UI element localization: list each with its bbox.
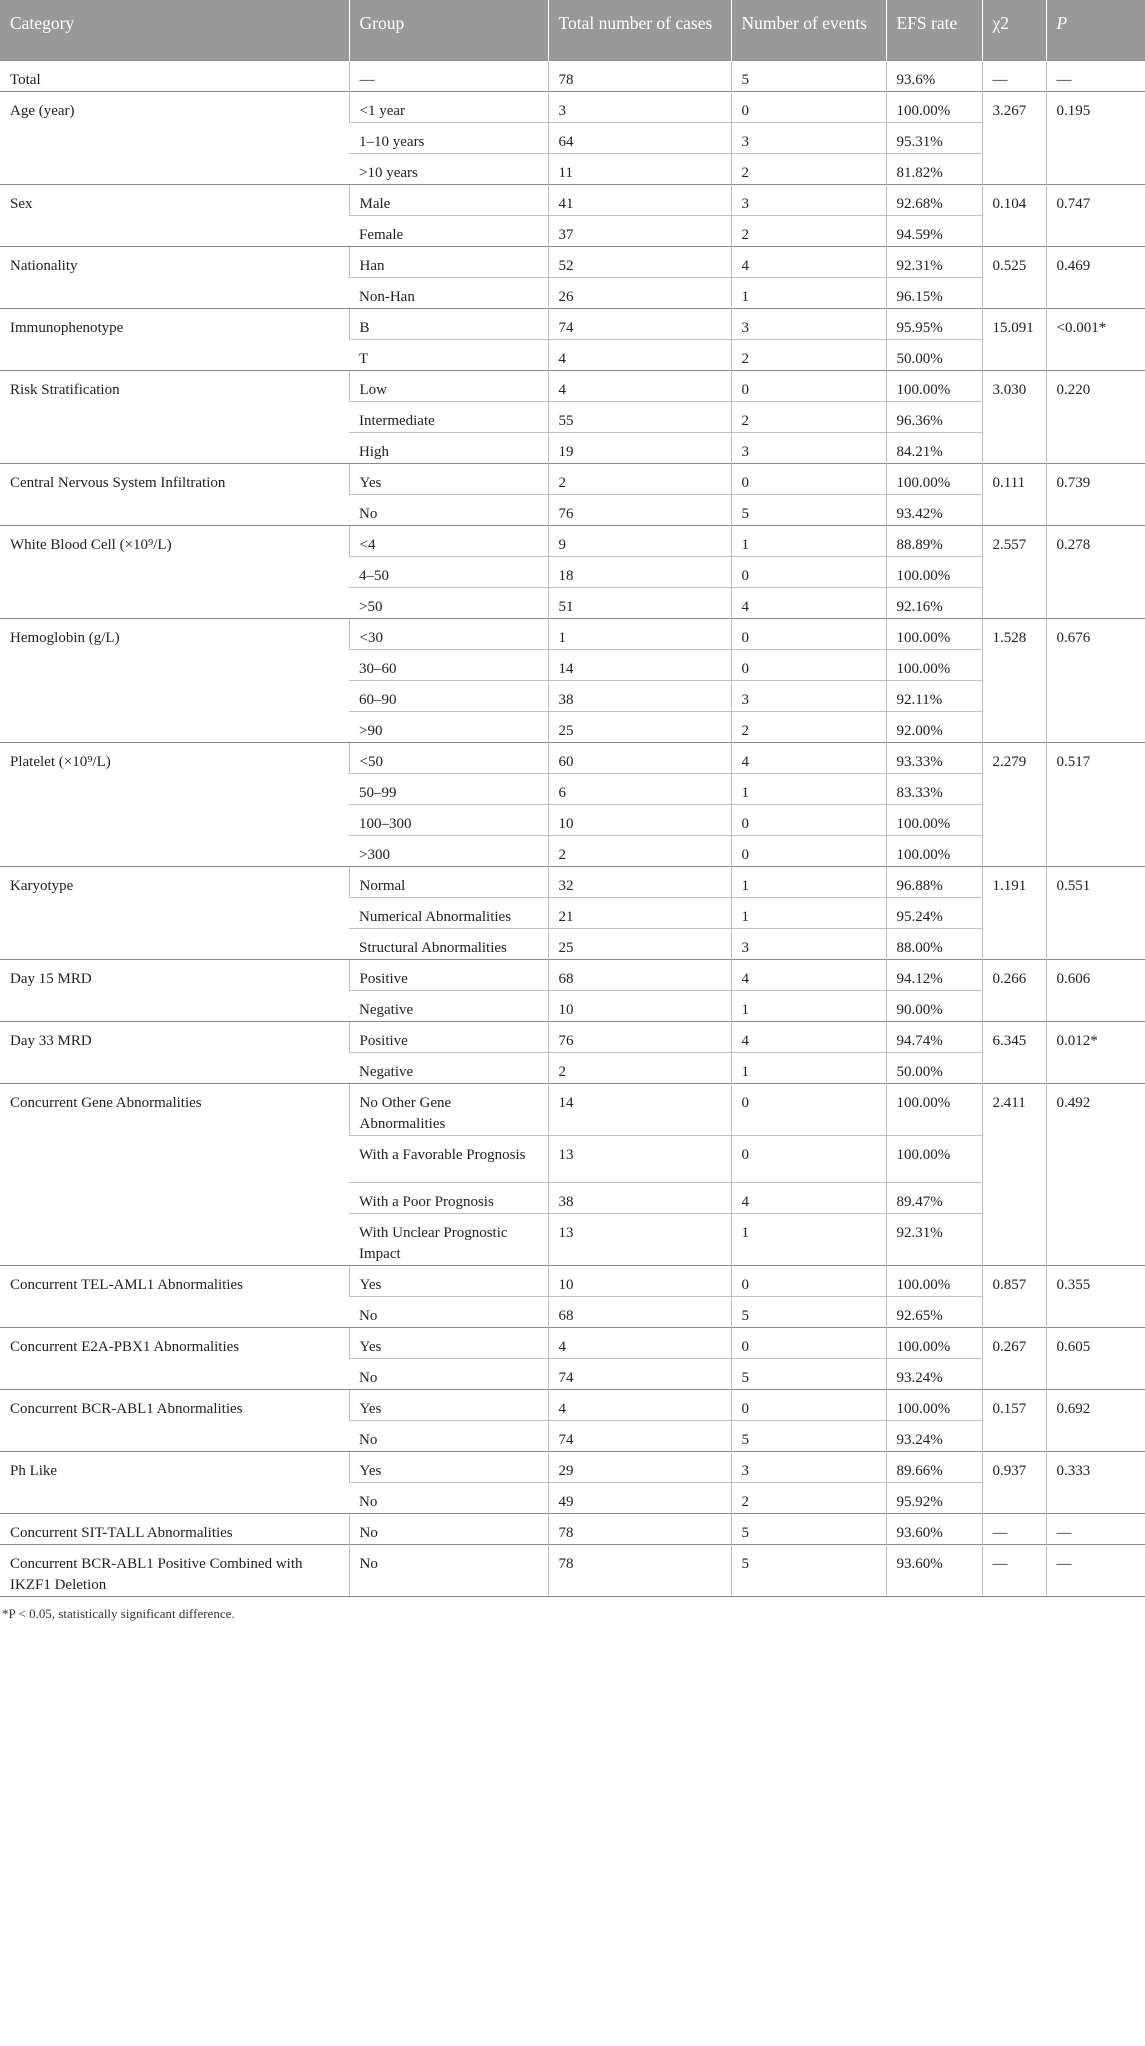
header-category: Category — [0, 0, 349, 60]
efs-rate-cell: 95.92% — [886, 1482, 982, 1513]
category-cell: Concurrent BCR-ABL1 Positive Combined with IKZF1 Deletion — [0, 1544, 349, 1596]
group-cell: With a Poor Prognosis — [349, 1182, 548, 1213]
efs-rate-cell: 92.00% — [886, 711, 982, 742]
efs-rate-cell: 88.89% — [886, 525, 982, 556]
efs-rate-cell: 94.12% — [886, 959, 982, 990]
events-cell: 1 — [731, 277, 886, 308]
group-cell: Yes — [349, 1389, 548, 1420]
table-row — [0, 463, 1145, 494]
efs-rate-cell: 96.15% — [886, 277, 982, 308]
group-cell: 4–50 — [349, 556, 548, 587]
p-value-cell: 0.333 — [1046, 1451, 1145, 1513]
efs-rate-cell: 93.33% — [886, 742, 982, 773]
table-body — [0, 60, 1145, 1596]
table-row — [0, 1021, 1145, 1052]
total-cases-cell: 76 — [548, 1021, 731, 1052]
table-row — [0, 308, 1145, 339]
efs-rate-cell: 100.00% — [886, 556, 982, 587]
table-row — [0, 1451, 1145, 1482]
category-cell: Immunophenotype — [0, 308, 349, 370]
efs-rate-cell: 100.00% — [886, 463, 982, 494]
p-value-cell: 0.692 — [1046, 1389, 1145, 1451]
table-row — [0, 1327, 1145, 1358]
total-cases-cell: 18 — [548, 556, 731, 587]
events-cell: 2 — [731, 401, 886, 432]
total-cases-cell: 41 — [548, 184, 731, 215]
events-cell: 2 — [731, 339, 886, 370]
p-value-cell: <0.001* — [1046, 308, 1145, 370]
header-total-cases: Total number of cases — [548, 0, 731, 60]
table-row — [0, 959, 1145, 990]
header-efs-rate: EFS rate — [886, 0, 982, 60]
efs-rate-cell: 93.60% — [886, 1513, 982, 1544]
events-cell: 1 — [731, 525, 886, 556]
category-cell: Concurrent SIT-TALL Abnormalities — [0, 1513, 349, 1544]
group-cell: With Unclear Prognostic Impact — [349, 1213, 548, 1265]
category-cell: White Blood Cell (×10⁹/L) — [0, 525, 349, 618]
category-cell: Central Nervous System Infiltration — [0, 463, 349, 525]
category-cell: Sex — [0, 184, 349, 246]
table-row — [0, 246, 1145, 277]
events-cell: 3 — [731, 1451, 886, 1482]
efs-rate-cell: 95.24% — [886, 897, 982, 928]
group-cell: Yes — [349, 463, 548, 494]
efs-rate-cell: 84.21% — [886, 432, 982, 463]
efs-rate-cell: 100.00% — [886, 804, 982, 835]
total-cases-cell: 32 — [548, 866, 731, 897]
group-cell: Positive — [349, 1021, 548, 1052]
total-cases-cell: 78 — [548, 60, 731, 91]
group-cell: No — [349, 1513, 548, 1544]
category-cell: Concurrent Gene Abnormalities — [0, 1083, 349, 1265]
chi2-cell: 0.525 — [982, 246, 1046, 308]
efs-rate-cell: 100.00% — [886, 1083, 982, 1135]
table-row — [0, 1083, 1145, 1135]
total-cases-cell: 1 — [548, 618, 731, 649]
category-cell: Concurrent E2A-PBX1 Abnormalities — [0, 1327, 349, 1389]
chi2-cell: 0.937 — [982, 1451, 1046, 1513]
efs-rate-cell: 100.00% — [886, 649, 982, 680]
total-cases-cell: 10 — [548, 990, 731, 1021]
group-cell: Structural Abnormalities — [349, 928, 548, 959]
efs-rate-cell: 92.68% — [886, 184, 982, 215]
category-cell: Concurrent BCR-ABL1 Abnormalities — [0, 1389, 349, 1451]
events-cell: 0 — [731, 1327, 886, 1358]
group-cell: Intermediate — [349, 401, 548, 432]
total-cases-cell: 19 — [548, 432, 731, 463]
total-cases-cell: 14 — [548, 649, 731, 680]
total-cases-cell: 64 — [548, 122, 731, 153]
efs-rate-cell: 81.82% — [886, 153, 982, 184]
p-value-cell: 0.220 — [1046, 370, 1145, 463]
group-cell: — — [349, 60, 548, 91]
chi2-cell: — — [982, 1544, 1046, 1596]
chi2-cell: — — [982, 1513, 1046, 1544]
total-cases-cell: 78 — [548, 1544, 731, 1596]
table-row — [0, 525, 1145, 556]
group-cell: 30–60 — [349, 649, 548, 680]
efs-rate-cell: 93.60% — [886, 1544, 982, 1596]
total-cases-cell: 38 — [548, 1182, 731, 1213]
p-value-cell: 0.517 — [1046, 742, 1145, 866]
events-cell: 1 — [731, 1052, 886, 1083]
events-cell: 4 — [731, 587, 886, 618]
header-group: Group — [349, 0, 548, 60]
group-cell: 60–90 — [349, 680, 548, 711]
total-cases-cell: 68 — [548, 959, 731, 990]
total-cases-cell: 51 — [548, 587, 731, 618]
category-cell: Nationality — [0, 246, 349, 308]
total-cases-cell: 68 — [548, 1296, 731, 1327]
chi2-cell: 15.091 — [982, 308, 1046, 370]
p-value-cell: — — [1046, 1544, 1145, 1596]
efs-rate-cell: 89.47% — [886, 1182, 982, 1213]
total-cases-cell: 55 — [548, 401, 731, 432]
category-cell: Risk Stratification — [0, 370, 349, 463]
header-chi2: χ2 — [982, 0, 1046, 60]
total-cases-cell: 26 — [548, 277, 731, 308]
events-cell: 5 — [731, 60, 886, 91]
events-cell: 0 — [731, 649, 886, 680]
events-cell: 0 — [731, 91, 886, 122]
chi2-cell: 6.345 — [982, 1021, 1046, 1083]
group-cell: Normal — [349, 866, 548, 897]
group-cell: T — [349, 339, 548, 370]
efs-rate-cell: 100.00% — [886, 835, 982, 866]
category-cell: Day 33 MRD — [0, 1021, 349, 1083]
total-cases-cell: 3 — [548, 91, 731, 122]
efs-rate-cell: 93.42% — [886, 494, 982, 525]
efs-rate-cell: 93.24% — [886, 1358, 982, 1389]
efs-rate-cell: 90.00% — [886, 990, 982, 1021]
group-cell: 50–99 — [349, 773, 548, 804]
p-value-cell: — — [1046, 60, 1145, 91]
total-cases-cell: 52 — [548, 246, 731, 277]
category-cell: Concurrent TEL-AML1 Abnormalities — [0, 1265, 349, 1327]
group-cell: No — [349, 1358, 548, 1389]
events-cell: 4 — [731, 1182, 886, 1213]
group-cell: Male — [349, 184, 548, 215]
events-cell: 4 — [731, 959, 886, 990]
efs-rate-cell: 94.59% — [886, 215, 982, 246]
total-cases-cell: 60 — [548, 742, 731, 773]
efs-rate-cell: 83.33% — [886, 773, 982, 804]
efs-rate-cell: 100.00% — [886, 1265, 982, 1296]
chi2-cell: — — [982, 60, 1046, 91]
group-cell: Negative — [349, 990, 548, 1021]
group-cell: With a Favorable Prognosis — [349, 1135, 548, 1182]
group-cell: Han — [349, 246, 548, 277]
group-cell: Yes — [349, 1327, 548, 1358]
group-cell: >50 — [349, 587, 548, 618]
table-row — [0, 1513, 1145, 1544]
table-row — [0, 60, 1145, 91]
events-cell: 1 — [731, 990, 886, 1021]
events-cell: 4 — [731, 246, 886, 277]
efs-rate-cell: 92.11% — [886, 680, 982, 711]
table-row — [0, 1544, 1145, 1596]
header-row — [0, 0, 1145, 60]
chi2-cell: 0.111 — [982, 463, 1046, 525]
events-cell: 0 — [731, 556, 886, 587]
group-cell: <50 — [349, 742, 548, 773]
group-cell: >90 — [349, 711, 548, 742]
category-cell: Day 15 MRD — [0, 959, 349, 1021]
chi2-cell: 2.279 — [982, 742, 1046, 866]
efs-rate-cell: 96.36% — [886, 401, 982, 432]
category-cell: Age (year) — [0, 91, 349, 184]
total-cases-cell: 4 — [548, 1389, 731, 1420]
group-cell: Yes — [349, 1265, 548, 1296]
group-cell: <1 year — [349, 91, 548, 122]
total-cases-cell: 25 — [548, 711, 731, 742]
group-cell: No — [349, 1296, 548, 1327]
p-value-cell: 0.747 — [1046, 184, 1145, 246]
efs-rate-cell: 92.65% — [886, 1296, 982, 1327]
efs-rate-cell: 100.00% — [886, 1135, 982, 1182]
p-value-cell: 0.469 — [1046, 246, 1145, 308]
category-cell: Total — [0, 60, 349, 91]
table-row — [0, 618, 1145, 649]
group-cell: No — [349, 1420, 548, 1451]
total-cases-cell: 74 — [548, 1358, 731, 1389]
events-cell: 3 — [731, 308, 886, 339]
table-row — [0, 370, 1145, 401]
table-row — [0, 866, 1145, 897]
group-cell: Low — [349, 370, 548, 401]
events-cell: 5 — [731, 1420, 886, 1451]
events-cell: 2 — [731, 215, 886, 246]
chi2-cell: 0.266 — [982, 959, 1046, 1021]
group-cell: <4 — [349, 525, 548, 556]
total-cases-cell: 13 — [548, 1135, 731, 1182]
events-cell: 2 — [731, 711, 886, 742]
events-cell: 5 — [731, 1513, 886, 1544]
total-cases-cell: 10 — [548, 1265, 731, 1296]
p-value-cell: 0.492 — [1046, 1083, 1145, 1265]
total-cases-cell: 38 — [548, 680, 731, 711]
chi2-cell: 2.557 — [982, 525, 1046, 618]
total-cases-cell: 74 — [548, 1420, 731, 1451]
group-cell: Numerical Abnormalities — [349, 897, 548, 928]
total-cases-cell: 9 — [548, 525, 731, 556]
total-cases-cell: 4 — [548, 1327, 731, 1358]
events-cell: 4 — [731, 742, 886, 773]
chi2-cell: 3.267 — [982, 91, 1046, 184]
efs-rate-cell: 95.95% — [886, 308, 982, 339]
efs-rate-cell: 93.24% — [886, 1420, 982, 1451]
p-value-cell: — — [1046, 1513, 1145, 1544]
p-value-cell: 0.551 — [1046, 866, 1145, 959]
group-cell: No — [349, 1544, 548, 1596]
p-value-cell: 0.355 — [1046, 1265, 1145, 1327]
events-cell: 3 — [731, 432, 886, 463]
efs-rate-cell: 100.00% — [886, 1389, 982, 1420]
p-value-cell: 0.606 — [1046, 959, 1145, 1021]
events-cell: 1 — [731, 1213, 886, 1265]
chi2-cell: 0.267 — [982, 1327, 1046, 1389]
chi2-cell: 0.157 — [982, 1389, 1046, 1451]
events-cell: 0 — [731, 1265, 886, 1296]
events-cell: 5 — [731, 494, 886, 525]
events-cell: 0 — [731, 463, 886, 494]
group-cell: Negative — [349, 1052, 548, 1083]
total-cases-cell: 11 — [548, 153, 731, 184]
efs-rate-cell: 89.66% — [886, 1451, 982, 1482]
efs-rate-cell: 100.00% — [886, 1327, 982, 1358]
chi2-cell: 1.191 — [982, 866, 1046, 959]
category-cell: Karyotype — [0, 866, 349, 959]
events-cell: 1 — [731, 897, 886, 928]
events-cell: 3 — [731, 680, 886, 711]
events-cell: 0 — [731, 1083, 886, 1135]
table-row — [0, 742, 1145, 773]
p-value-cell: 0.012* — [1046, 1021, 1145, 1083]
group-cell: Positive — [349, 959, 548, 990]
chi2-cell: 2.411 — [982, 1083, 1046, 1265]
chi2-cell: 3.030 — [982, 370, 1046, 463]
p-value-cell: 0.195 — [1046, 91, 1145, 184]
p-value-cell: 0.278 — [1046, 525, 1145, 618]
events-cell: 0 — [731, 618, 886, 649]
efs-rate-cell: 50.00% — [886, 1052, 982, 1083]
group-cell: Female — [349, 215, 548, 246]
group-cell: B — [349, 308, 548, 339]
events-cell: 2 — [731, 153, 886, 184]
events-cell: 3 — [731, 184, 886, 215]
efs-rate-cell: 100.00% — [886, 370, 982, 401]
total-cases-cell: 74 — [548, 308, 731, 339]
total-cases-cell: 21 — [548, 897, 731, 928]
events-cell: 0 — [731, 1389, 886, 1420]
header-p-value: P — [1046, 0, 1145, 60]
total-cases-cell: 2 — [548, 463, 731, 494]
total-cases-cell: 2 — [548, 835, 731, 866]
table-row — [0, 1389, 1145, 1420]
events-cell: 0 — [731, 1135, 886, 1182]
efs-rate-cell: 92.31% — [886, 1213, 982, 1265]
p-value-cell: 0.676 — [1046, 618, 1145, 742]
group-cell: 1–10 years — [349, 122, 548, 153]
table-row — [0, 91, 1145, 122]
efs-rate-cell: 100.00% — [886, 91, 982, 122]
category-cell: Ph Like — [0, 1451, 349, 1513]
group-cell: Non-Han — [349, 277, 548, 308]
group-cell: Yes — [349, 1451, 548, 1482]
efs-rate-cell: 92.16% — [886, 587, 982, 618]
events-cell: 3 — [731, 122, 886, 153]
efs-rate-cell: 50.00% — [886, 339, 982, 370]
events-cell: 4 — [731, 1021, 886, 1052]
total-cases-cell: 4 — [548, 370, 731, 401]
total-cases-cell: 49 — [548, 1482, 731, 1513]
efs-rate-cell: 92.31% — [886, 246, 982, 277]
p-value-cell: 0.605 — [1046, 1327, 1145, 1389]
total-cases-cell: 37 — [548, 215, 731, 246]
efs-rate-cell: 88.00% — [886, 928, 982, 959]
total-cases-cell: 76 — [548, 494, 731, 525]
events-cell: 5 — [731, 1296, 886, 1327]
group-cell: <30 — [349, 618, 548, 649]
efs-rate-cell: 93.6% — [886, 60, 982, 91]
total-cases-cell: 14 — [548, 1083, 731, 1135]
chi2-cell: 1.528 — [982, 618, 1046, 742]
group-cell: High — [349, 432, 548, 463]
category-cell: Hemoglobin (g/L) — [0, 618, 349, 742]
total-cases-cell: 29 — [548, 1451, 731, 1482]
total-cases-cell: 2 — [548, 1052, 731, 1083]
efs-rate-cell: 96.88% — [886, 866, 982, 897]
efs-rate-cell: 100.00% — [886, 618, 982, 649]
header-events: Number of events — [731, 0, 886, 60]
efs-rate-cell: 94.74% — [886, 1021, 982, 1052]
events-cell: 1 — [731, 866, 886, 897]
events-cell: 0 — [731, 370, 886, 401]
table-row — [0, 184, 1145, 215]
events-cell: 1 — [731, 773, 886, 804]
table-row — [0, 1265, 1145, 1296]
group-cell: 100–300 — [349, 804, 548, 835]
group-cell: No — [349, 1482, 548, 1513]
chi2-cell: 0.857 — [982, 1265, 1046, 1327]
total-cases-cell: 10 — [548, 804, 731, 835]
total-cases-cell: 78 — [548, 1513, 731, 1544]
total-cases-cell: 4 — [548, 339, 731, 370]
efs-rate-cell: 95.31% — [886, 122, 982, 153]
events-cell: 0 — [731, 804, 886, 835]
footnote: *P < 0.05, statistically significant difference. — [2, 1605, 235, 1621]
group-cell: No Other Gene Abnormalities — [349, 1083, 548, 1135]
events-cell: 2 — [731, 1482, 886, 1513]
group-cell: >10 years — [349, 153, 548, 184]
table-header — [0, 0, 1145, 60]
total-cases-cell: 6 — [548, 773, 731, 804]
total-cases-cell: 25 — [548, 928, 731, 959]
p-value-cell: 0.739 — [1046, 463, 1145, 525]
events-cell: 5 — [731, 1544, 886, 1596]
chi2-cell: 0.104 — [982, 184, 1046, 246]
group-cell: >300 — [349, 835, 548, 866]
group-cell: No — [349, 494, 548, 525]
events-cell: 5 — [731, 1358, 886, 1389]
category-cell: Platelet (×10⁹/L) — [0, 742, 349, 866]
events-cell: 3 — [731, 928, 886, 959]
total-cases-cell: 13 — [548, 1213, 731, 1265]
events-cell: 0 — [731, 835, 886, 866]
